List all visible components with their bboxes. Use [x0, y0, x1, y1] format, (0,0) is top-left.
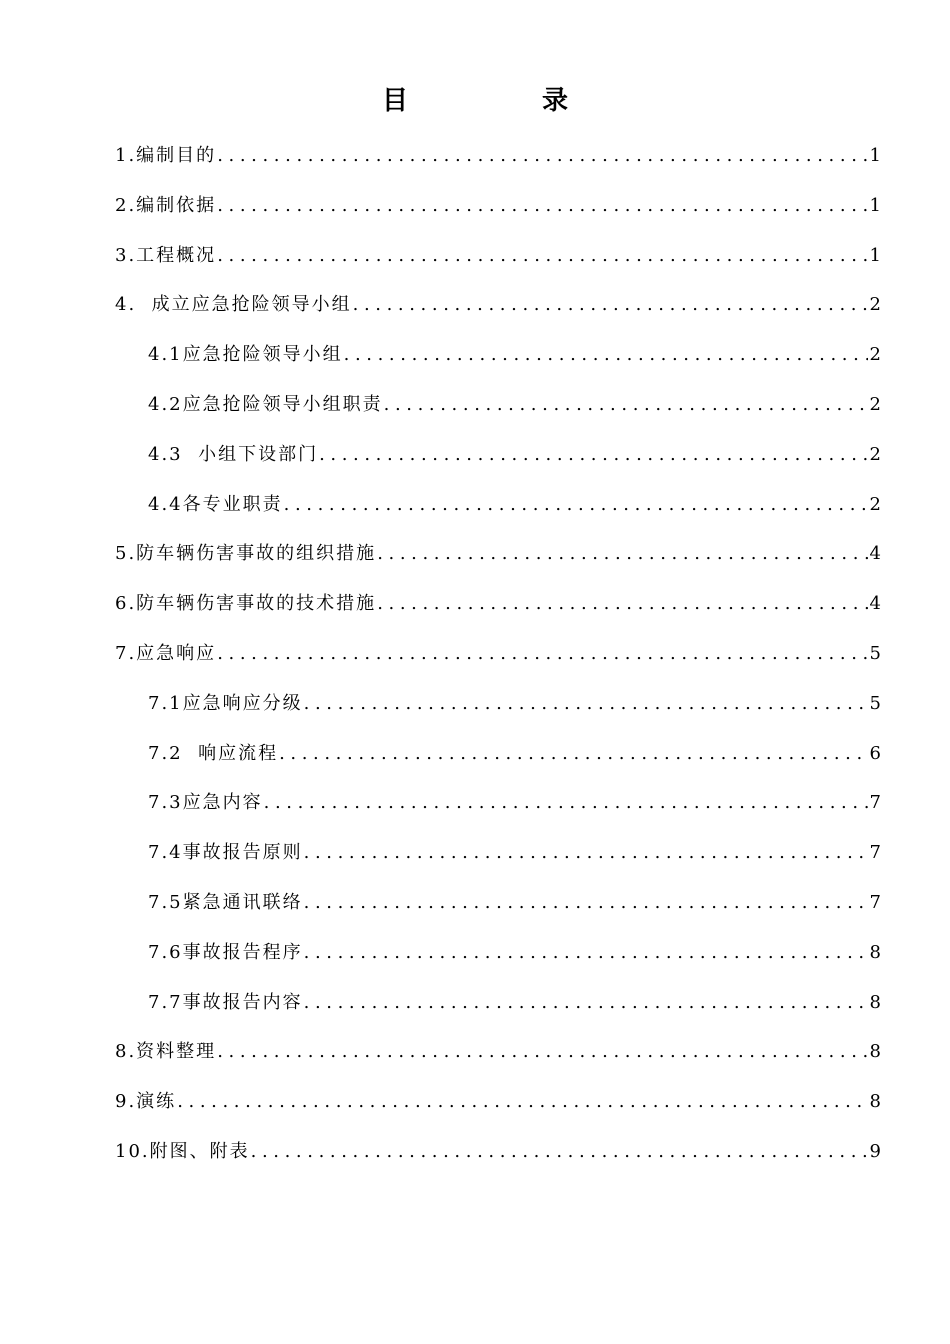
toc-entry-page: 2 — [869, 294, 881, 316]
toc-entry-label: 7.6事故报告程序 — [148, 941, 303, 963]
toc-entry-page: 8 — [869, 941, 881, 963]
toc-dot-leader — [304, 693, 868, 714]
toc-dot-leader — [177, 1091, 867, 1112]
toc-entry[interactable] — [115, 141, 881, 191]
toc-entry-page: 9 — [869, 1140, 881, 1162]
toc-dot-leader — [377, 593, 867, 614]
toc-entry[interactable] — [115, 490, 881, 540]
toc-entry-page: 5 — [869, 692, 881, 714]
toc-dot-leader — [217, 1041, 867, 1062]
toc-entry-page: 1 — [869, 244, 881, 266]
toc-entry-page: 2 — [869, 344, 881, 366]
toc-entry-page: 1 — [869, 145, 881, 166]
toc-entry[interactable] — [115, 589, 881, 639]
toc-dot-leader — [284, 494, 868, 515]
toc-entry-page: 1 — [869, 194, 881, 216]
toc-entry-label: 1.编制目的 — [115, 145, 217, 166]
toc-entry[interactable] — [115, 539, 881, 589]
toc-entry-label: 4.1应急抢险领导小组 — [148, 344, 343, 366]
toc-entry-page: 2 — [869, 493, 881, 515]
table-of-contents — [115, 141, 881, 1187]
toc-entry-page: 5 — [869, 642, 881, 664]
toc-entry-label: 7.4事故报告原则 — [148, 842, 303, 864]
toc-entry[interactable] — [115, 340, 881, 390]
page-title: 目 录 — [381, 86, 622, 116]
toc-dot-leader — [304, 942, 868, 963]
toc-dot-leader — [217, 145, 867, 166]
toc-entry[interactable] — [115, 1037, 881, 1087]
toc-dot-leader — [344, 344, 868, 365]
toc-entry[interactable] — [115, 838, 881, 888]
toc-entry-label: 10.附图、附表 — [115, 1140, 250, 1162]
toc-dot-leader — [319, 444, 867, 465]
toc-entry-label: 4. 成立应急抢险领导小组 — [115, 294, 352, 316]
toc-entry[interactable] — [115, 739, 881, 789]
toc-entry-page: 2 — [869, 393, 881, 415]
toc-entry-page: 8 — [869, 1041, 881, 1063]
toc-entry[interactable] — [115, 788, 881, 838]
toc-entry-label: 7.3应急内容 — [148, 792, 263, 814]
toc-dot-leader — [217, 195, 867, 216]
toc-dot-leader — [217, 643, 867, 664]
toc-entry[interactable] — [115, 191, 881, 241]
toc-entry[interactable] — [115, 290, 881, 340]
toc-dot-leader — [353, 294, 868, 315]
toc-entry-label: 8.资料整理 — [115, 1041, 217, 1063]
toc-entry-label: 7.1应急响应分级 — [148, 692, 303, 714]
toc-dot-leader — [304, 892, 868, 913]
toc-entry[interactable] — [115, 689, 881, 739]
toc-dot-leader — [304, 842, 868, 863]
toc-entry-label: 6.防车辆伤害事故的技术措施 — [115, 593, 377, 615]
toc-dot-leader — [377, 543, 867, 564]
toc-dot-leader — [304, 992, 868, 1013]
toc-entry-label: 5.防车辆伤害事故的组织措施 — [115, 543, 377, 565]
toc-entry-label: 7.5紧急通讯联络 — [148, 891, 303, 913]
toc-entry[interactable] — [115, 390, 881, 440]
toc-entry[interactable] — [115, 988, 881, 1038]
toc-entry-label: 7.应急响应 — [115, 642, 217, 664]
toc-entry-page: 6 — [869, 742, 881, 764]
toc-entry-page: 7 — [869, 891, 881, 913]
toc-entry[interactable] — [115, 1087, 881, 1137]
toc-dot-leader — [217, 245, 867, 266]
toc-entry[interactable] — [115, 938, 881, 988]
toc-dot-leader — [384, 394, 868, 415]
toc-entry-page: 7 — [869, 792, 881, 814]
toc-entry-label: 4.3 小组下设部门 — [148, 443, 319, 465]
toc-entry-page: 8 — [869, 991, 881, 1013]
toc-entry-page: 4 — [869, 543, 881, 565]
toc-entry[interactable] — [115, 241, 881, 291]
toc-dot-leader — [251, 1141, 868, 1162]
toc-entry[interactable] — [115, 1137, 881, 1187]
toc-entry-label: 7.7事故报告内容 — [148, 991, 303, 1013]
toc-entry-label: 4.2应急抢险领导小组职责 — [148, 393, 383, 415]
toc-entry[interactable] — [115, 440, 881, 490]
toc-dot-leader — [264, 792, 868, 813]
toc-entry-label: 2.编制依据 — [115, 194, 217, 216]
toc-entry-page: 8 — [869, 1091, 881, 1113]
toc-entry-page: 2 — [869, 443, 881, 465]
toc-entry[interactable] — [115, 888, 881, 938]
toc-entry-page: 7 — [869, 842, 881, 864]
toc-entry-label: 7.2 响应流程 — [148, 742, 279, 764]
toc-entry-label: 9.演练 — [115, 1091, 177, 1113]
toc-entry-label: 4.4各专业职责 — [148, 493, 283, 515]
toc-entry-label: 3.工程概况 — [115, 244, 217, 266]
toc-entry-page: 4 — [869, 593, 881, 615]
toc-dot-leader — [279, 743, 867, 764]
toc-entry[interactable] — [115, 639, 881, 689]
